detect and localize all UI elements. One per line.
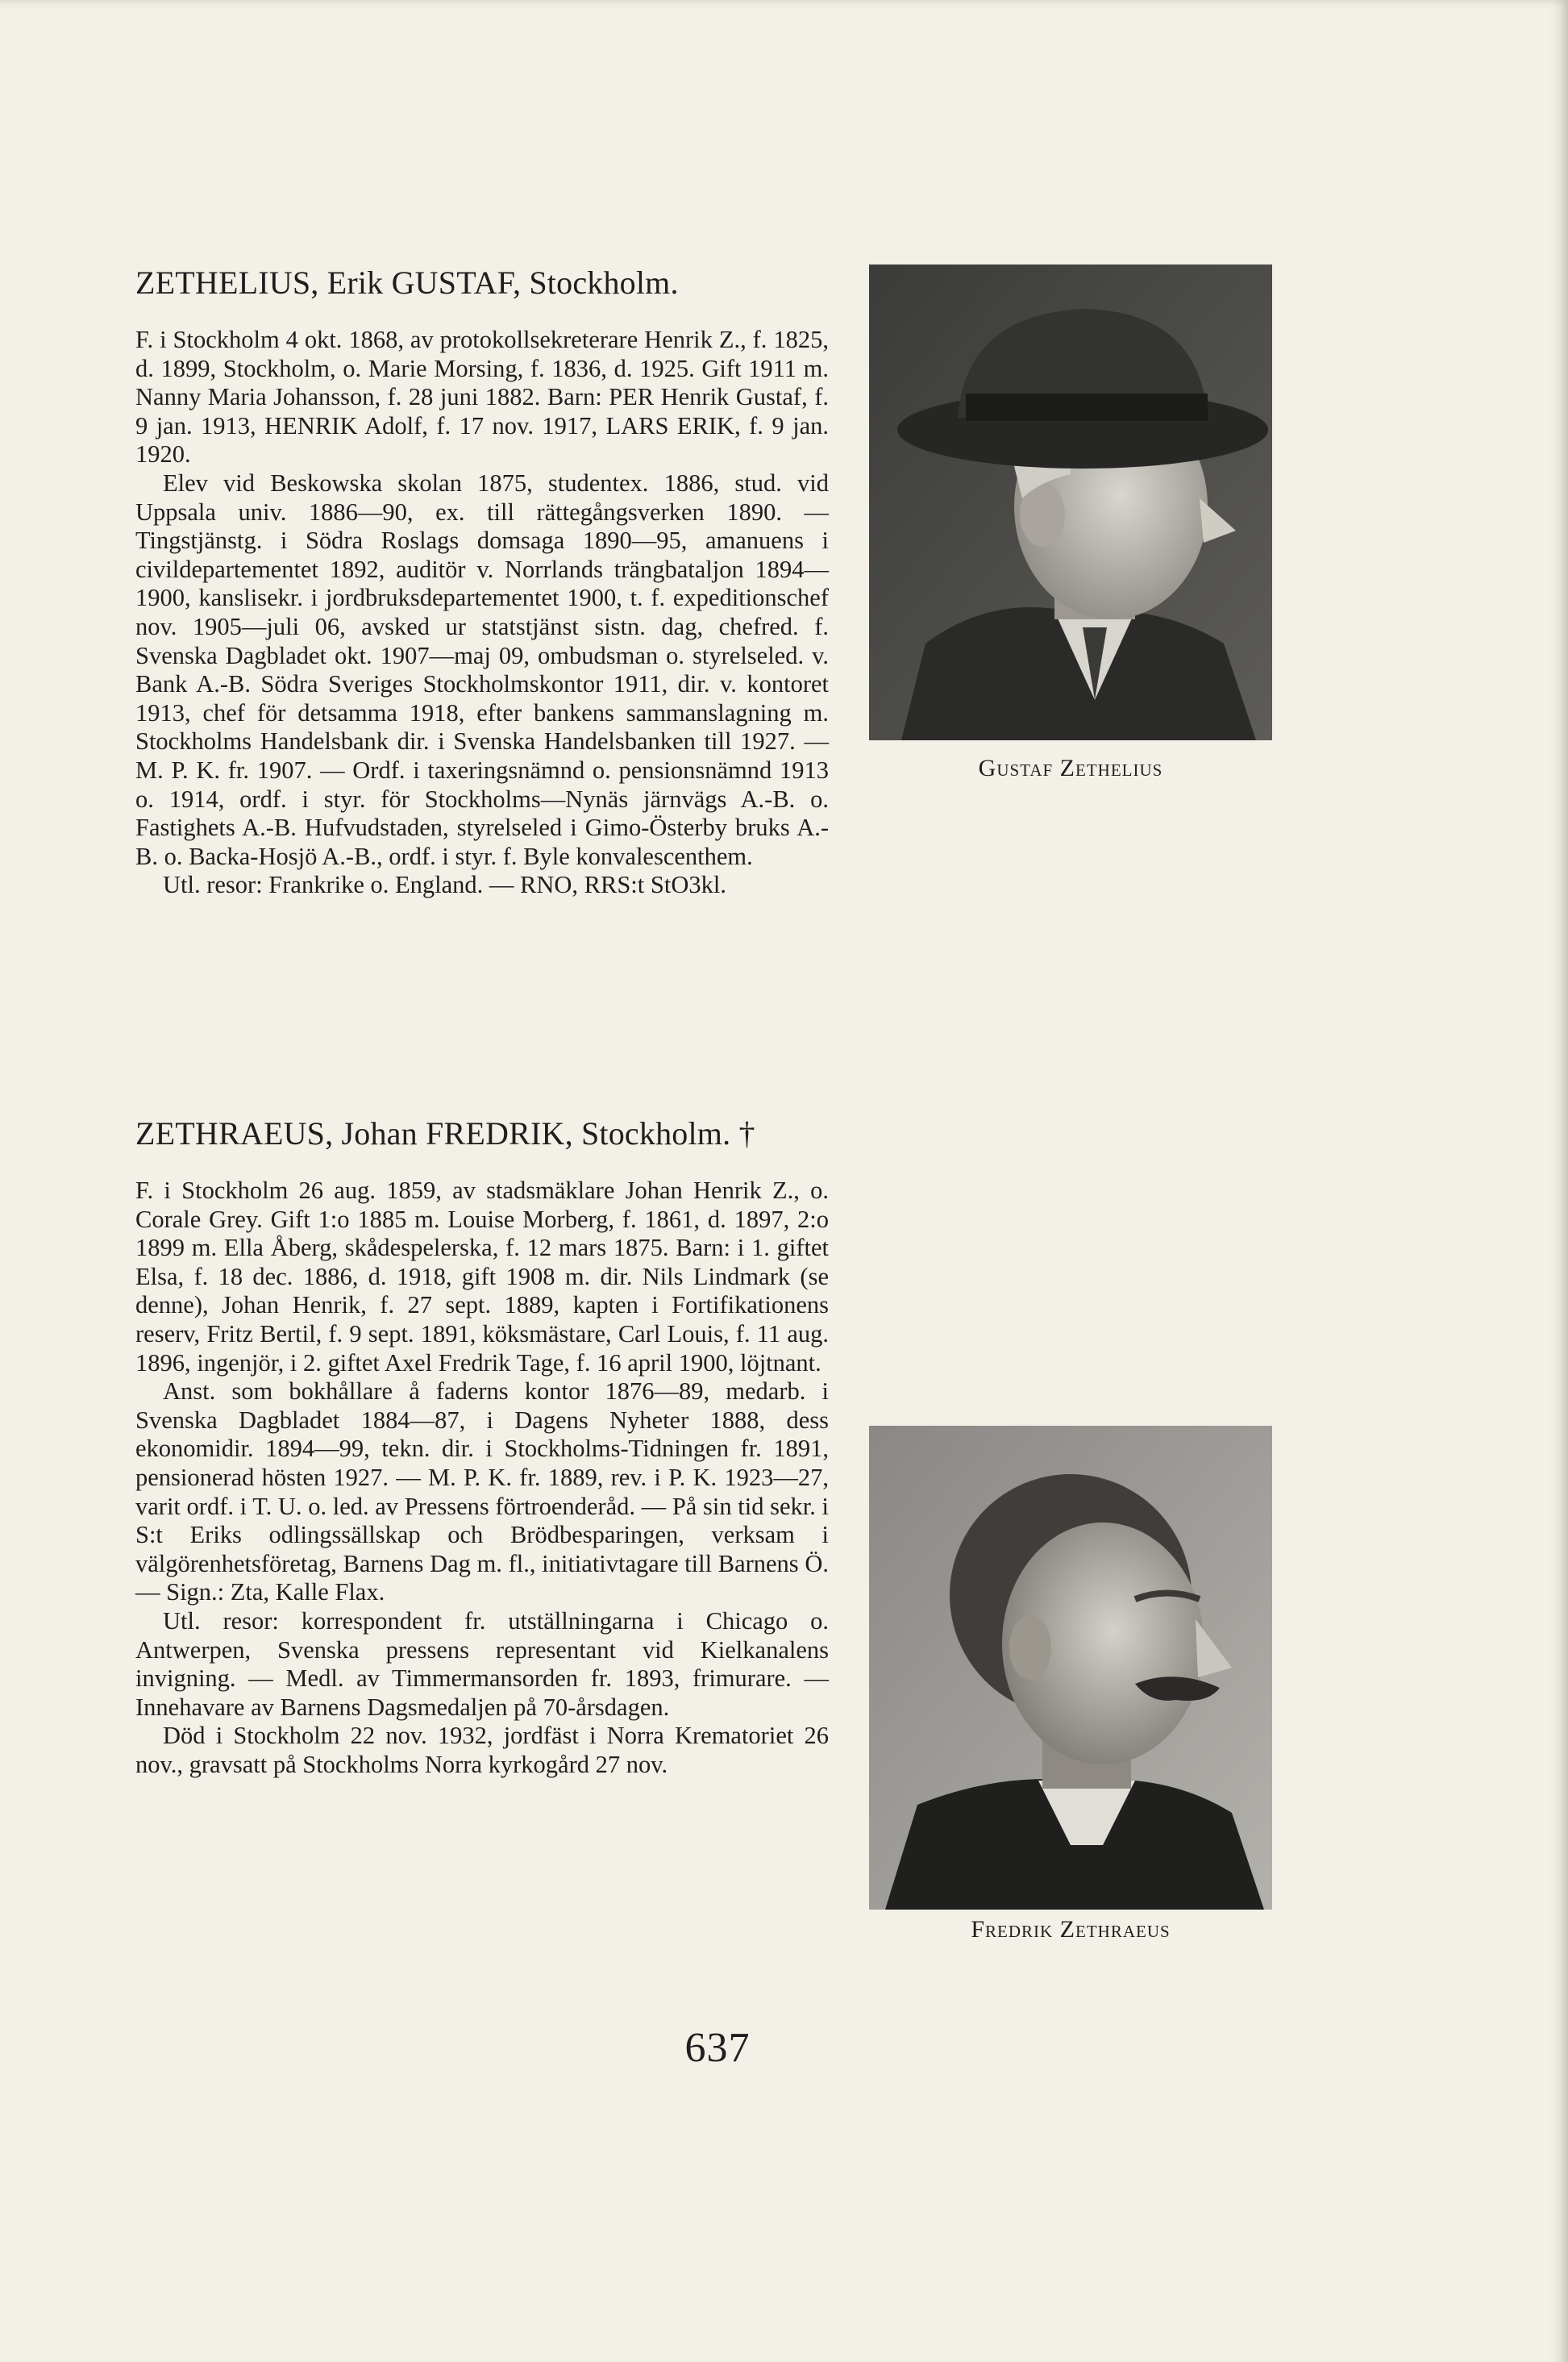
photo-caption: Fredrik Zethraeus (971, 1916, 1171, 1943)
entry-zethraeus (135, 1115, 829, 1779)
portrait-photo-gustaf-zethelius (869, 265, 1272, 740)
entry-title: ZETHELIUS, Erik GUSTAF, Stockholm. (135, 265, 679, 301)
photo-caption: Gustaf Zethelius (978, 755, 1163, 781)
entry-paragraph: Utl. resor: korrespondent fr. utställningarna i Chicago o. Antwerpen, Svenska pressens representant vid Kielkanalens invigning. — Medl. av Timmermansorden fr. 1893, frimurare. — Innehavare av Barnens Dagsmedaljen på 70-årsdagen. (135, 1606, 829, 1721)
entry-paragraph: F. i Stockholm 26 aug. 1859, av stadsmäklare Johan Henrik Z., o. Corale Grey. Gift 1:o 1885 m. Louise Morberg, f. 1861, d. 1897, 2:o 1899 m. Ella Åberg, skådespelerska, f. 12 mars 1875. Barn: i 1. giftet Elsa, f. 18 dec. 1886, d. 1918, gift 1908 m. dir. Nils Lindmark (se denne), Johan Henrik, f. 27 sept. 1889, kapten i Fortifikationens reserv, Fritz Bertil, f. 9 sept. 1891, köksmästare, Carl Louis, f. 11 aug. 1896, ingenjör, i 2. giftet Axel Fredrik Tage, f. 16 april 1900, löjtnant. (135, 1177, 829, 1377)
entry-paragraph: Elev vid Beskowska skolan 1875, studentex. 1886, stud. vid Uppsala univ. 1886—90, ex. till rättegångsverken 1890. — Tingstjänstg. i Södra Roslags domsaga 1890—95, amanuens i civildepartementet 1892, auditör v. Norrlands trängbataljon 1894—1900, kanslisekr. i jordbruksdepartementet 1900, t. f. expeditionschef nov. 1905—juli 06, avsked ur statstjänst sistn. dag, chefred. f. Svenska Dagbladet okt. 1907—maj 09, ombudsman o. styrelseled. v. Bank A.-B. Södra Sveriges Stockholmskontor 1911, dir. v. kontoret 1913, chef för detsamma 1918, efter bankens sammanslagning m. Stockholms Handelsbank dir. i Svenska Handelsbanken till 1927. — M. P. K. fr. 1907. — Ordf. i taxeringsnämnd o. pensionsnämnd 1913 o. 1914, ordf. i styr. för Stockholms—Nynäs järnvägs A.-B. o. Fastighets A.-B. Hufvudstaden, styrelseled i Gimo-Österby bruks A.-B. o. Backa-Hosjö A.-B., ordf. i styr. f. Byle konvalescenthem. (135, 469, 829, 870)
entry-zethelius (135, 265, 829, 900)
entry-paragraph: F. i Stockholm 4 okt. 1868, av protokollsekreterare Henrik Z., f. 1825, d. 1899, Stockholm, o. Marie Morsing, f. 1836, d. 1925. Gift 1911 m. Nanny Maria Johansson, f. 28 juni 1882. Barn: PER Henrik Gustaf, f. 9 jan. 1913, HENRIK Adolf, f. 17 nov. 1917, LARS ERIK, f. 9 jan. 1920. (135, 326, 829, 469)
entry-paragraph: Död i Stockholm 22 nov. 1932, jordfäst i Norra Krematoriet 26 nov., gravsatt på Stockholms Norra kyrkogård 27 nov. (135, 1722, 829, 1778)
entry-title: ZETHRAEUS, Johan FREDRIK, Stockholm. † (135, 1115, 755, 1152)
entry-paragraph: Utl. resor: Frankrike o. England. — RNO, RRS:t StO3kl. (163, 871, 726, 899)
portrait-photo-fredrik-zethraeus (869, 1426, 1272, 1910)
entry-paragraph: Anst. som bokhållare å faderns kontor 1876—89, medarb. i Svenska Dagbladet 1884—87, i Dagens Nyheter 1888, dess ekonomidir. 1894—99, tekn. dir. i Stockholms-Tidningen fr. 1891, pensionerad hösten 1927. — M. P. K. fr. 1889, rev. i P. K. 1923—27, varit ordf. i T. U. o. led. av Pressens förtroenderåd. — På sin tid sekr. i S:t Eriks odlingssällskap och Brödbesparingen, verksam i välgörenhetsföretag, Barnens Dag m. fl., initiativtagare till Barnens Ö. — Sign.: Zta, Kalle Flax. (135, 1377, 829, 1606)
page-number: 637 (684, 2025, 751, 2071)
